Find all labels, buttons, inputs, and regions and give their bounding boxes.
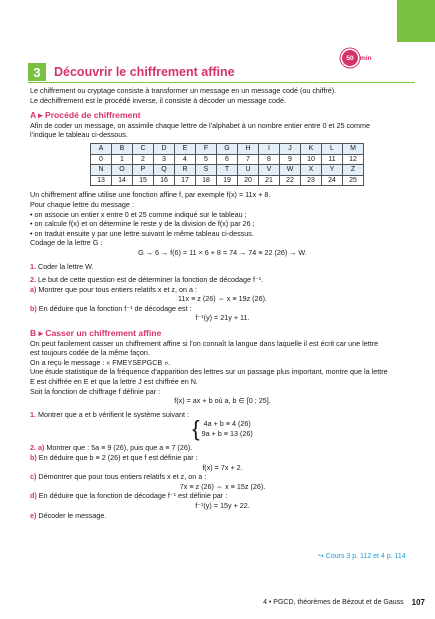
question-label: a): [30, 284, 37, 294]
table-cell: 17: [175, 175, 196, 186]
question-label: b): [30, 453, 37, 462]
question-text: Coder la lettre W.: [36, 261, 94, 271]
table-cell: N: [91, 165, 112, 176]
question-text: Montrer que a et b vérifient le système suivant :: [36, 409, 190, 419]
table-cell: R: [175, 165, 196, 176]
question-label: 1.: [30, 409, 36, 419]
chapter-title: 4 • PGCD, théorèmes de Bézout et de Gauss: [263, 599, 404, 606]
table-row: [91, 175, 364, 186]
table-cell: 2: [133, 154, 154, 165]
header-divider: [28, 82, 415, 83]
section-b-text: Soit la fonction de chiffrage f définie par :: [30, 386, 161, 396]
table-cell: 21: [259, 175, 280, 186]
table-cell: 13: [91, 175, 112, 186]
question-b2e: [30, 511, 415, 521]
procedure-line: • on associe un entier x entre 0 et 25 comme indiqué sur le tableau ;: [30, 209, 247, 219]
table-cell: 12: [343, 154, 364, 165]
function-definition: f(x) = ax + b où a, b ∈ [0 ; 25].: [174, 396, 271, 406]
table-cell: 15: [133, 175, 154, 186]
table-cell: 9: [280, 154, 301, 165]
table-cell: A: [91, 143, 112, 154]
equation-system: [192, 416, 253, 442]
question-label: e): [30, 510, 37, 520]
question-text: Montrer que pour tous entiers relatifs x et z, on a :: [36, 284, 198, 294]
equation: f(x) = 7x + 2.: [202, 462, 243, 472]
table-cell: W: [280, 165, 301, 176]
table-cell: P: [133, 165, 154, 176]
equation: f⁻¹(y) = 15y + 22.: [195, 500, 250, 510]
intro-line: Le déchiffrement est le procédé inverse, il consiste à décoder un message codé.: [30, 95, 286, 105]
table-cell: 23: [301, 175, 322, 186]
brace-icon: {: [192, 416, 200, 442]
table-cell: Z: [343, 165, 364, 176]
section-b-text: E est chiffrée en E et que la lettre J est chiffrée en N.: [30, 377, 198, 387]
exercise-number: 3: [28, 63, 46, 81]
section-b-heading: B ▸ Casser un chiffrement affine: [30, 328, 162, 339]
table-cell: H: [238, 143, 259, 154]
table-cell: 25: [343, 175, 364, 186]
question-text: Décoder le message.: [36, 510, 107, 520]
section-a-heading: A ▸ Procédé de chiffrement: [30, 110, 141, 121]
timer-unit: min: [360, 54, 372, 62]
question-b2d: [30, 491, 415, 501]
table-cell: V: [259, 165, 280, 176]
question-b1: [30, 410, 415, 420]
table-cell: 18: [196, 175, 217, 186]
system-block: [30, 416, 415, 442]
table-cell: 10: [301, 154, 322, 165]
section-a-text: Afin de coder un message, on assimile chaque lettre de l’alphabet à un nombre entier entre 0 et 25 comme: [30, 120, 371, 130]
question-b2b: [30, 453, 415, 463]
table-cell: M: [343, 143, 364, 154]
example-g: G → 6 → f(6) = 11 × 6 + 8 = 74 → 74 ≡ 22 (26) → W.: [138, 247, 307, 257]
question-label: 1.: [30, 261, 36, 271]
question-b2a: [30, 443, 415, 453]
table-cell: B: [112, 143, 133, 154]
question-label: b): [30, 303, 37, 313]
procedure-line: Un chiffrement affine utilise une fonction affine f, par exemple f(x) = 11x + 8.: [30, 190, 271, 200]
question-a2: [30, 275, 415, 285]
table-cell: 1: [112, 154, 133, 165]
table-cell: D: [154, 143, 175, 154]
table-cell: 11: [322, 154, 343, 165]
question-label: d): [30, 491, 37, 501]
equation: 7x ≡ z (26) ⇔ x ≡ 15z (26).: [179, 481, 266, 491]
question-a2b: [30, 304, 415, 314]
section-b-text: est toujours codée de la même façon.: [30, 348, 150, 358]
procedure-line: Pour chaque lettre du message :: [30, 199, 134, 209]
table-cell: T: [217, 165, 238, 176]
question-text: Démontrer que pour tous entiers relatifs x et z, on a :: [36, 472, 207, 482]
table-cell: E: [175, 143, 196, 154]
table-cell: 22: [280, 175, 301, 186]
question-text: En déduire que b ≡ 2 (26) et que f est définie par :: [36, 453, 198, 462]
procedure-line: • on traduit ensuite y par une lettre suivant le même tableau ci-dessus.: [30, 228, 254, 238]
table-cell: 20: [238, 175, 259, 186]
table-cell: 6: [217, 154, 238, 165]
table-row: [91, 154, 364, 165]
table-cell: S: [196, 165, 217, 176]
table-cell: 16: [154, 175, 175, 186]
table-cell: 3: [154, 154, 175, 165]
intro-line: Le chiffrement ou cryptage consiste à transformer un message en un message codé (ou chiffré).: [30, 86, 337, 95]
table-cell: J: [280, 143, 301, 154]
exercise-title: Découvrir le chiffrement affine: [54, 65, 235, 79]
equation: f⁻¹(y) = 21y + 11.: [195, 313, 250, 323]
table-row: [91, 143, 364, 154]
table-cell: K: [301, 143, 322, 154]
table-cell: 19: [217, 175, 238, 186]
question-label: 2.: [30, 275, 36, 285]
question-a1: [30, 262, 415, 272]
question-text: Le but de cette question est de déterminer la fonction de décodage f⁻¹.: [36, 275, 264, 285]
question-b2c: [30, 472, 415, 482]
question-label: 2. a): [30, 443, 45, 453]
table-cell: F: [196, 143, 217, 154]
system-line: 9a + b ≡ 13 (26): [201, 429, 253, 439]
table-cell: 14: [112, 175, 133, 186]
table-cell: C: [133, 143, 154, 154]
table-cell: G: [217, 143, 238, 154]
procedure-line: • on calcule f(x) et on détermine le reste y de la division de f(x) par 26 ;: [30, 219, 255, 229]
table-cell: U: [238, 165, 259, 176]
question-text: En déduire que la fonction f⁻¹ de décodage est :: [36, 303, 192, 313]
question-a2a: [30, 285, 415, 295]
procedure-line: Codage de la lettre G :: [30, 238, 103, 248]
table-cell: 8: [259, 154, 280, 165]
question-text: Montrer que : 5a ≡ 9 (26), puis que a ≡ 7 (26).: [44, 443, 193, 453]
table-cell: Y: [322, 165, 343, 176]
page-footer: [263, 598, 425, 607]
table-cell: 4: [175, 154, 196, 165]
table-cell: Q: [154, 165, 175, 176]
table-cell: X: [301, 165, 322, 176]
table-cell: 0: [91, 154, 112, 165]
alphabet-table: [90, 143, 364, 186]
equation: 11x ≡ z (26) ⇔ x ≡ 19z (26).: [178, 294, 267, 304]
clock-icon: 50: [342, 50, 358, 66]
exercise-header: [28, 62, 415, 82]
table-cell: 24: [322, 175, 343, 186]
question-label: c): [30, 472, 37, 482]
table-cell: 7: [238, 154, 259, 165]
question-text: En déduire que la fonction de décodage f⁻¹ est définie par :: [36, 491, 228, 501]
section-b-text: Une étude statistique de la fréquence d’apparition des lettres sur un passage plus important, montre que la lettre: [30, 367, 388, 377]
corner-tab: [397, 0, 435, 42]
page-number: 107: [411, 598, 425, 607]
table-cell: O: [112, 165, 133, 176]
table-row: [91, 165, 364, 176]
section-a-text: l’indique le tableau ci-dessous.: [30, 130, 128, 140]
section-b-text: On a reçu le message : « FMEYSEPGCB ».: [30, 357, 171, 367]
exercise-body: [30, 86, 415, 520]
system-line: 4a + b ≡ 4 (26): [203, 419, 251, 429]
table-cell: I: [259, 143, 280, 154]
table-cell: 5: [196, 154, 217, 165]
table-cell: L: [322, 143, 343, 154]
section-b-text: On peut facilement casser un chiffrement affine si l’on connaît la langue dans laquelle il est écrit car une lettre: [30, 338, 379, 348]
course-reference[interactable]: ↪ Cours 3 p. 112 et 4 p. 114: [318, 553, 406, 560]
